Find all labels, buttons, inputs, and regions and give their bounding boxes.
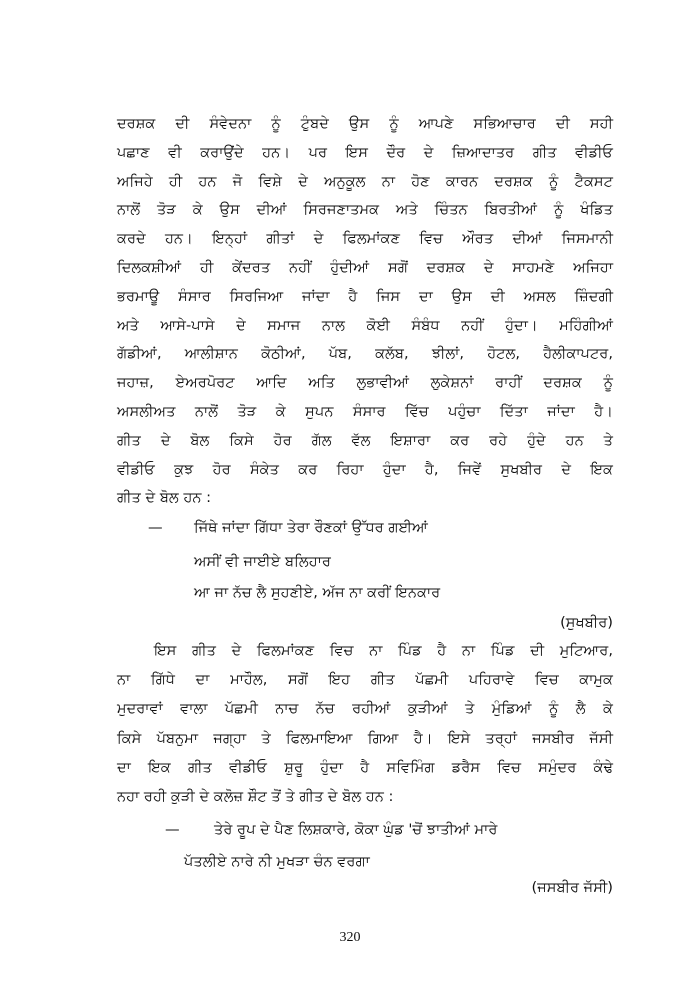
text-line: ਇਸ ਗੀਤ ਦੇ ਫਿਲਮਾਂਕਣ ਵਿਚ ਨਾ ਪਿੰਡ ਹੈ ਨਾ ਪਿੰਡ ਦੀ ਮੁਟਿਆਰ, xyxy=(154,642,613,659)
text-line: ਗੀਤ ਦੇ ਬੋਲ ਹਨ : xyxy=(117,489,212,507)
text-line: ਗੱਡੀਆਂ, ਆਲੀਸ਼ਾਨ ਕੋਠੀਆਂ, ਪੱਬ, ਕਲੱਬ, ਝੀਲਾਂ, ਹੋਟਲ, ਹੈਲੀਕਾਪਟਰ, xyxy=(117,345,613,363)
verse-1-line-2: ਅਸੀਂ ਵੀ ਜਾਈਏ ਬਲਿਹਾਰ xyxy=(194,553,331,570)
text-line: ਕਿਸੇ ਪੱਬਨੁਮਾ ਜਗ੍ਹਾ ਤੇ ਫਿਲਮਾਇਆ ਗਿਆ ਹੈ। ਇਸੇ ਤਰ੍ਹਾਂ ਜਸਬੀਰ ਜੱਸੀ xyxy=(117,729,613,747)
text-line: ਪਛਾਣ ਵੀ ਕਰਾਉਂਦੇ ਹਨ। ਪਰ ਇਸ ਦੌਰ ਦੇ ਜ਼ਿਆਦਾਤਰ ਗੀਤ ਵੀਡੀਓ xyxy=(117,143,613,161)
text-line: ਨਹਾ ਰਹੀ ਕੁੜੀ ਦੇ ਕਲੋਜ਼ ਸ਼ੌਟ ਤੋਂ ਤੇ ਗੀਤ ਦੇ ਬੋਲ ਹਨ : xyxy=(117,788,394,805)
verse-2-dash: — xyxy=(165,821,180,838)
text-line: ਅਜਿਹੇ ਹੀ ਹਨ ਜੋ ਵਿਸ਼ੇ ਦੇ ਅਨੁਕੂਲ ਨਾ ਹੋਣ ਕਾਰਨ ਦਰਸ਼ਕ ਨੂੰ ਟੈਕਸਟ xyxy=(117,172,613,190)
page-number: 320 xyxy=(339,930,361,945)
text-line: ਜਹਾਜ਼, ਏਅਰਪੋਰਟ ਆਦਿ ਅਤਿ ਲੁਭਾਵੀਆਂ ਲੁਕੇਸ਼ਨਾਂ ਰਾਹੀਂ ਦਰਸ਼ਕ ਨੂੰ xyxy=(117,374,613,392)
verse-2-attribution: (ਜਸਬੀਰ ਜੱਸੀ) xyxy=(531,879,613,896)
text-line: ਵੀਡੀਓ ਕੁਝ ਹੋਰ ਸੰਕੇਤ ਕਰ ਰਿਹਾ ਹੁੰਦਾ ਹੈ, ਜਿਵੇਂ ਸੁਖਬੀਰ ਦੇ ਇਕ xyxy=(117,460,613,478)
text-line: ਅਸਲੀਅਤ ਨਾਲੋਂ ਤੋੜ ਕੇ ਸੁਪਨ ਸੰਸਾਰ ਵਿੱਚ ਪਹੁੰਚਾ ਦਿੱਤਾ ਜਾਂਦਾ ਹੈ। xyxy=(117,403,613,420)
verse-1-line-1: ਜਿੱਥੇ ਜਾਂਦਾ ਗਿੱਧਾ ਤੇਰਾ ਰੌਣਕਾਂ ਉੱਧਰ ਗਈਆਂ xyxy=(194,519,428,536)
text-line: ਭਰਮਾਊ ਸੰਸਾਰ ਸਿਰਜਿਆ ਜਾਂਦਾ ਹੈ ਜਿਸ ਦਾ ਉਸ ਦੀ ਅਸਲ ਜ਼ਿੰਦਗੀ xyxy=(117,287,613,305)
text-line: ਦਾ ਇਕ ਗੀਤ ਵੀਡੀਓ ਸ਼ੁਰੂ ਹੁੰਦਾ ਹੈ ਸਵਿਮਿੰਗ ਡਰੈਸ ਵਿਚ ਸਮੁੰਦਰ ਕੰਢੇ xyxy=(117,758,613,776)
text-line: ਗੀਤ ਦੇ ਬੋਲ ਕਿਸੇ ਹੋਰ ਗੱਲ ਵੱਲ ਇਸ਼ਾਰਾ ਕਰ ਰਹੇ ਹੁੰਦੇ ਹਨ ਤੇ xyxy=(117,431,613,449)
text-line: ਨਾਲੋਂ ਤੋੜ ਕੇ ਉਸ ਦੀਆਂ ਸਿਰਜਣਾਤਮਕ ਅਤੇ ਚਿੰਤਨ ਬਿਰਤੀਆਂ ਨੂੰ ਖੰਡਿਤ xyxy=(117,201,613,219)
text-line: ਮੁਦਰਾਵਾਂ ਵਾਲਾ ਪੱਛਮੀ ਨਾਚ ਨੱਚ ਰਹੀਆਂ ਕੁੜੀਆਂ ਤੇ ਮੁੰਡਿਆਂ ਨੂੰ ਲੈ ਕੇ xyxy=(117,700,613,718)
verse-2-line-1: ਤੇਰੇ ਰੂਪ ਦੇ ਪੈਣ ਲਿਸ਼ਕਾਰੇ, ਕੋਕਾ ਘੁੰਡ 'ਚੋਂ ਝਾਤੀਆਂ ਮਾਰੇ xyxy=(214,821,498,838)
verse-2-line-2: ਪੱਤਲੀਏ ਨਾਰੇ ਨੀ ਮੁਖੜਾ ਚੰਨ ਵਰਗਾ xyxy=(184,853,370,870)
verse-1-dash: — xyxy=(148,519,163,536)
text-line: ਦਰਸ਼ਕ ਦੀ ਸੰਵੇਦਨਾ ਨੂੰ ਟੁੰਬਦੇ ਉਸ ਨੂੰ ਆਪਣੇ ਸਭਿਆਚਾਰ ਦੀ ਸਹੀ xyxy=(117,115,613,132)
verse-1-line-3: ਆ ਜਾ ਨੱਚ ਲੈ ਸੁਹਣੀਏ, ਅੱਜ ਨਾ ਕਰੀਂ ਇਨਕਾਰ xyxy=(194,584,441,601)
text-line: ਅਤੇ ਆਸੇ-ਪਾਸੇ ਦੇ ਸਮਾਜ ਨਾਲ ਕੋਈ ਸੰਬੰਧ ਨਹੀਂ ਹੁੰਦਾ। ਮਹਿੰਗੀਆਂ xyxy=(117,316,613,334)
text-line: ਕਰਦੇ ਹਨ। ਇਨ੍ਹਾਂ ਗੀਤਾਂ ਦੇ ਫਿਲਮਾਂਕਣ ਵਿਚ ਔਰਤ ਦੀਆਂ ਜਿਸਮਾਨੀ xyxy=(117,230,613,248)
text-line: ਨਾ ਗਿੱਧੇ ਦਾ ਮਾਹੌਲ, ਸਗੋਂ ਇਹ ਗੀਤ ਪੱਛਮੀ ਪਹਿਰਾਵੇ ਵਿਚ ਕਾਮੁਕ xyxy=(117,671,613,689)
verse-1-attribution: (ਸੁਖਬੀਰ) xyxy=(560,614,613,631)
text-line: ਦਿਲਕਸ਼ੀਆਂ ਹੀ ਕੇਂਦਰਤ ਨਹੀਂ ਹੁੰਦੀਆਂ ਸਗੋਂ ਦਰਸ਼ਕ ਦੇ ਸਾਹਮਣੇ ਅਜਿਹਾ xyxy=(117,259,613,276)
